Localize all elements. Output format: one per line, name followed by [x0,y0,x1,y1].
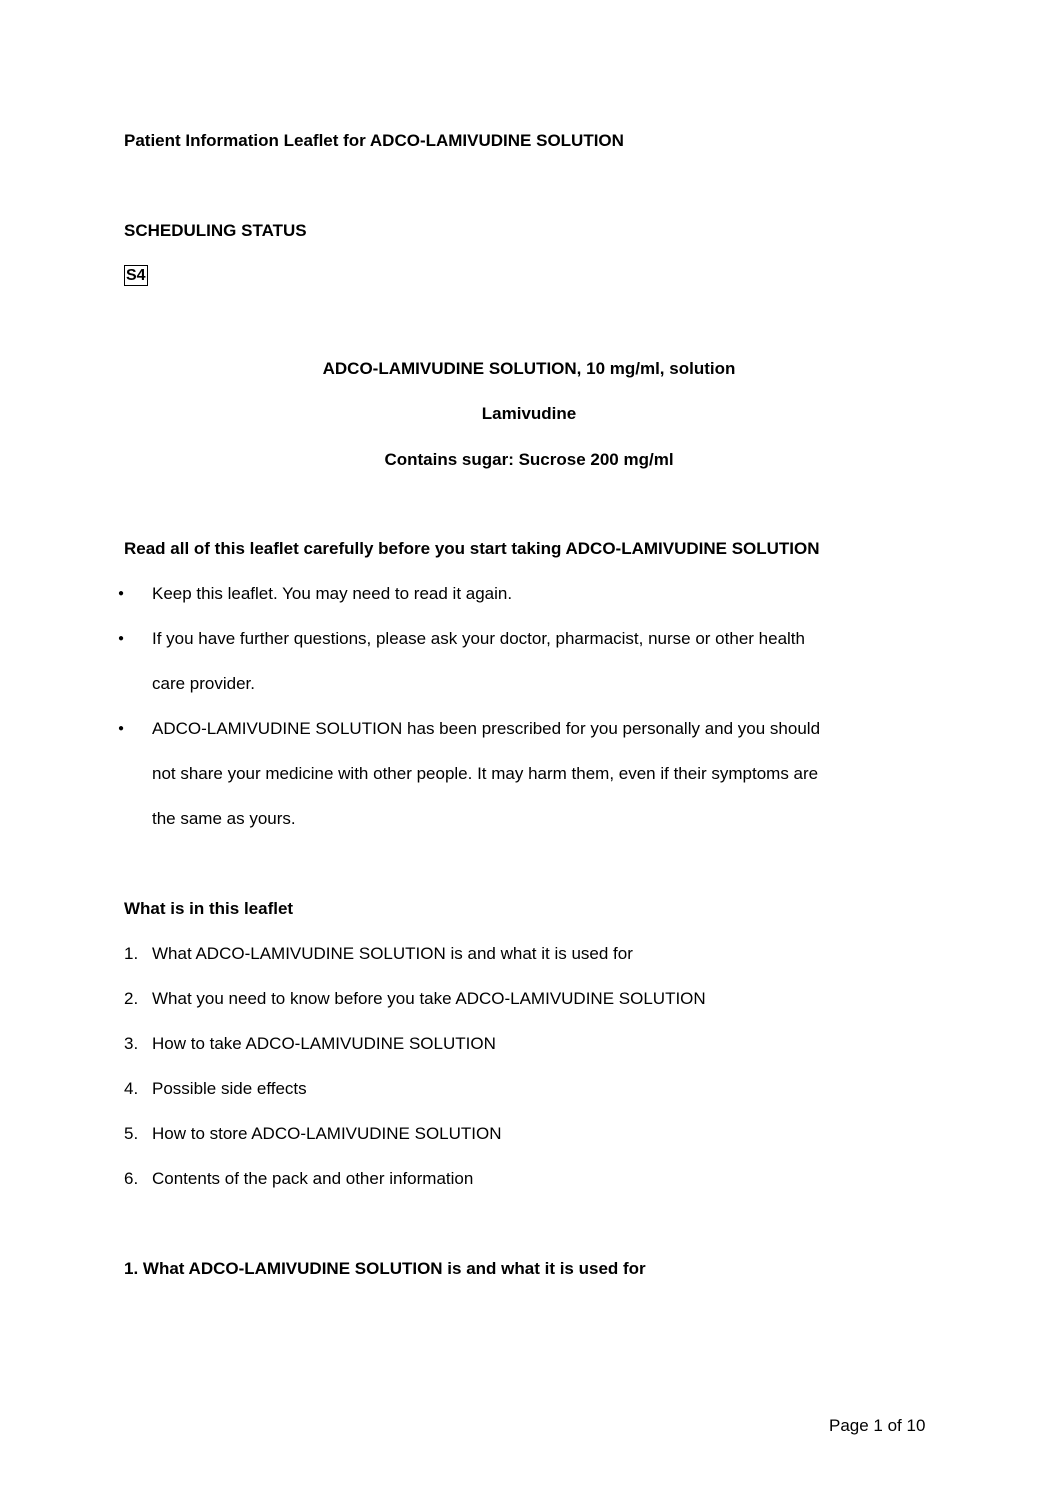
contents-number: 1. [124,944,139,963]
contents-number: 5. [124,1124,139,1143]
active-ingredient: Lamivudine [481,404,577,423]
schedule-badge: S4 [126,267,146,284]
bullet-line: Keep this leaflet. You may need to read it again. [152,584,513,603]
contents-number: 4. [124,1079,139,1098]
scheduling-heading: SCHEDULING STATUS [124,221,307,240]
contents-number: 6. [124,1169,139,1188]
bullet-line: ADCO-LAMIVUDINE SOLUTION has been prescribed for you personally and you should [152,719,821,738]
contents-item: How to take ADCO-LAMIVUDINE SOLUTION [152,1034,496,1053]
page-footer: Page 1 of 10 [829,1416,926,1435]
contents-item: Possible side effects [152,1079,307,1098]
contents-item: Contents of the pack and other information [152,1169,474,1188]
contents-heading: What is in this leaflet [124,899,294,918]
contents-number: 3. [124,1034,139,1053]
bullet-icon: ● [118,588,125,599]
product-name: ADCO-LAMIVUDINE SOLUTION, 10 mg/ml, solution [322,359,736,378]
sugar-notice: Contains sugar: Sucrose 200 mg/ml [384,450,674,469]
contents-item: What ADCO-LAMIVUDINE SOLUTION is and what it is used for [152,944,633,963]
bullet-icon: ● [118,723,125,734]
contents-item: What you need to know before you take ADCO-LAMIVUDINE SOLUTION [152,989,706,1008]
document-title: Patient Information Leaflet for ADCO-LAMIVUDINE SOLUTION [124,131,624,150]
bullet-line: the same as yours. [152,809,296,828]
bullet-line: not share your medicine with other people. It may harm them, even if their symptoms are [152,764,819,783]
section-1-heading: 1. What ADCO-LAMIVUDINE SOLUTION is and what it is used for [124,1259,646,1278]
contents-item: How to store ADCO-LAMIVUDINE SOLUTION [152,1124,502,1143]
bullet-icon: ● [118,633,125,644]
bullet-line: care provider. [152,674,255,693]
bullet-line: If you have further questions, please ask your doctor, pharmacist, nurse or other health [152,629,805,648]
contents-number: 2. [124,989,139,1008]
read-heading: Read all of this leaflet carefully before you start taking ADCO-LAMIVUDINE SOLUTION [124,539,820,558]
